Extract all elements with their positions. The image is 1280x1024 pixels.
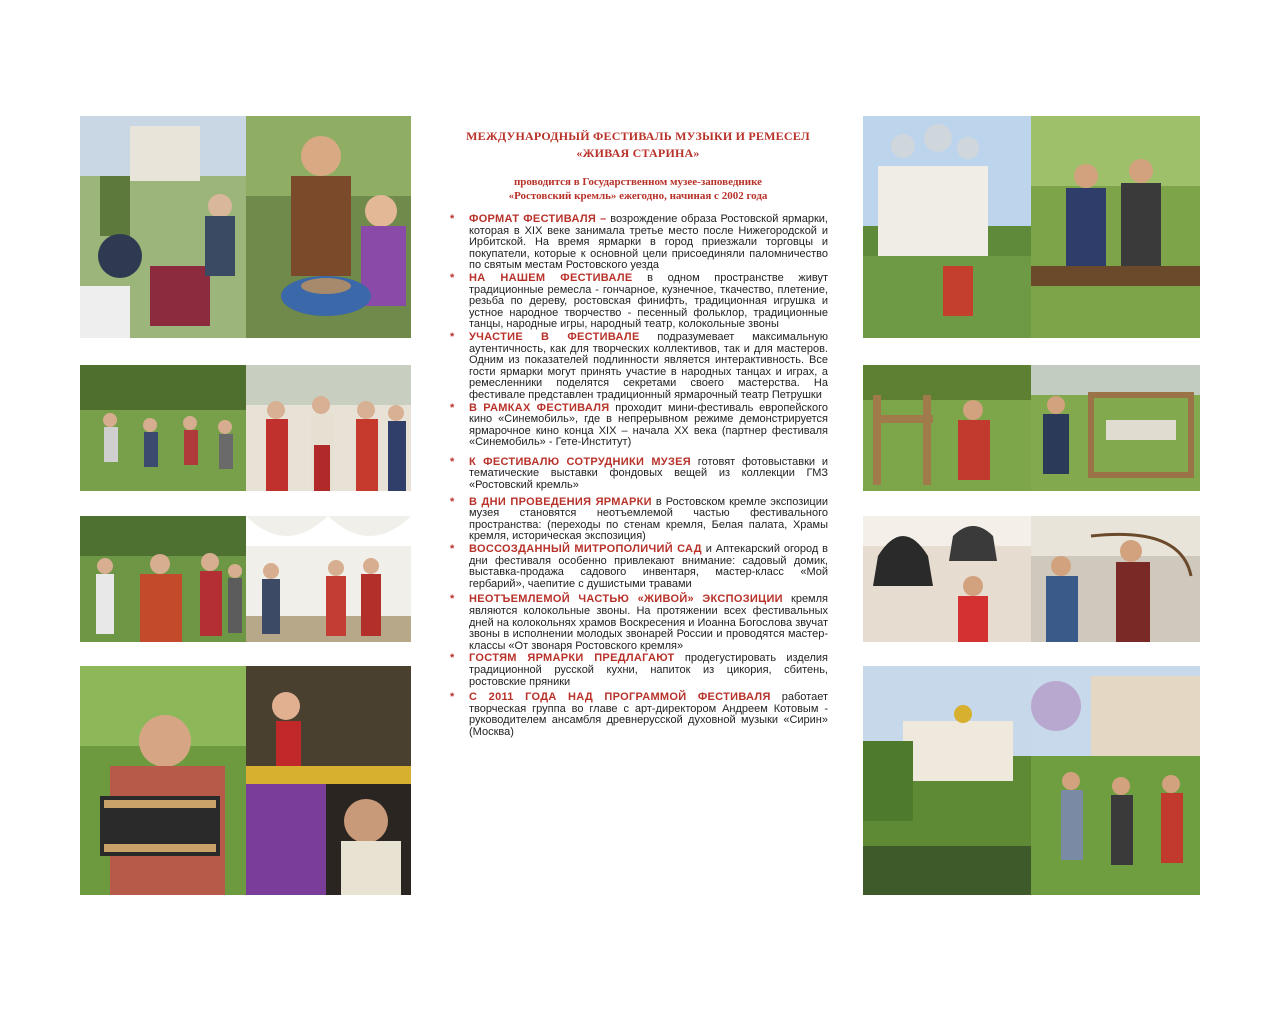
item-lead: К ФЕСТИВАЛЮ СОТРУДНИКИ МУЗЕЯ	[469, 455, 691, 468]
photo-folk-singers	[246, 365, 411, 491]
item-lead: В РАМКАХ ФЕСТИВАЛЯ	[469, 401, 610, 414]
photo-musicians-on-bench	[1031, 116, 1200, 338]
list-item	[448, 214, 828, 272]
item-lead: ФОРМАТ ФЕСТИВАЛЯ –	[469, 213, 607, 225]
page-title: МЕЖДУНАРОДНЫЙ ФЕСТИВАЛЬ МУЗЫКИ И РЕМЕСЕЛ	[466, 129, 810, 143]
photo-storyteller-performers	[80, 516, 246, 642]
item-text: работает творческая группа во главе с арт-директором Андреем Котовым - руководителем ансамбля древнерусской духовной музыки «Сирин» (Москва)	[469, 691, 828, 738]
photo-kremlin-cathedral	[863, 116, 1031, 338]
list-item	[448, 653, 828, 688]
photo-pottery-master	[246, 116, 411, 338]
bullet-asterisk: *	[450, 593, 455, 606]
bullet-asterisk: *	[450, 455, 455, 468]
list-item	[448, 457, 828, 492]
bullet-asterisk: *	[450, 271, 455, 284]
subtitle-line-1: проводится в Государственном музее-заповеднике	[513, 176, 763, 188]
item-text: проходит мини-фестиваль европейского кино «Синемобиль», где в непрерывном режиме демонстрируется ярмарочное кино конца XIX – начала XX века (партнер фестиваля «Синемобиль» - Гете-Институт)	[469, 401, 828, 449]
photo-kremlin-courtyard-singers	[246, 516, 411, 642]
item-lead: В ДНИ ПРОВЕДЕНИЯ ЯРМАРКИ	[469, 495, 652, 508]
list-item	[448, 273, 828, 331]
list-item	[448, 403, 828, 449]
photo-folk-dancing-lawn	[80, 365, 246, 491]
list-item	[448, 544, 828, 590]
subtitle-line-2: «Ростовский кремль» ежегодно, начиная с 2002 года	[508, 190, 768, 202]
bullet-asterisk: *	[450, 495, 455, 508]
photo-round-dance-lawn	[1031, 666, 1200, 895]
list-item	[448, 692, 828, 738]
list-item	[448, 332, 828, 402]
photo-archery-lesson	[1031, 516, 1200, 642]
item-lead: ВОССОЗДАННЫЙ МИТРОПОЛИЧИЙ САД	[469, 543, 702, 556]
subtitle	[448, 175, 828, 203]
photo-petrushka-puppet-theater	[246, 666, 411, 895]
photo-crafts-fair-crowd	[80, 116, 246, 338]
photo-bell-ringing	[863, 516, 1031, 642]
bullet-asterisk: *	[450, 401, 455, 414]
item-text: кремля являются колокольные звоны. На протяжении всех фестивальных дней на колокольнях храмов Воскресения и Иоанна Богослова звучат звоны в исполнении молодых звонарей России и проводятся мастер-классы «От звонаря Ростовского кремля»	[469, 593, 828, 652]
item-text: готовят фотовыставки и тематические выставки фондовых вещей из коллекции ГМЗ «Ростовский кремль»	[469, 455, 828, 492]
photo-loom-demonstration	[1031, 365, 1200, 491]
bullet-asterisk: *	[450, 691, 455, 704]
photo-accordion-player	[80, 666, 246, 895]
festival-facts-list	[448, 214, 828, 739]
item-lead: НЕОТЪЕМЛЕМОЙ ЧАСТЬЮ «ЖИВОЙ» ЭКСПОЗИЦИИ	[469, 593, 783, 606]
photo-kremlin-pond	[863, 666, 1031, 895]
list-item	[448, 594, 828, 652]
item-text: продегустировать изделия традиционной русской кухни, напиток из цикория, сбитень, ростовские пряники	[469, 652, 828, 688]
item-lead: ГОСТЯМ ЯРМАРКИ ПРЕДЛАГАЮТ	[469, 652, 675, 665]
bullet-asterisk: *	[450, 543, 455, 556]
bullet-asterisk: *	[450, 652, 455, 665]
item-lead: С 2011 ГОДА НАД ПРОГРАММОЙ ФЕСТИВАЛЯ	[469, 691, 771, 704]
item-text: в одном пространстве живут традиционные ремесла - гончарное, кузнечное, ткачество, плетение, резьба по дереву, ростовская финифть, традиционная игрушка и устное народное творчество - песенный фольклор, традиционные танцы, народные игры, народный театр, колокольные звоны	[469, 271, 828, 331]
item-text: и Аптекарский огород в дни фестиваля особенно привлекают внимание: садовый домик, выставка-продажа садового инвентаря, мастер-класс «Мой гербарий», чаепитие с душистыми травами	[469, 543, 828, 590]
list-item	[448, 497, 828, 543]
bullet-asterisk: *	[450, 330, 455, 343]
festival-name: «ЖИВАЯ СТАРИНА»	[576, 146, 700, 160]
item-text: в Ростовском кремле экспозиции музея становятся неотъемлемой частью фестивального пространства: (переходы по стенам кремля, Белая палата, Храмы кремля, историческая экспозиция)	[469, 495, 828, 543]
item-text: подразумевает максимальную аутентичность, как для творческих коллективов, так и для мастеров. Одним из показателей подлинности является интерактивность. Все гости ярмарки могут принять участие в народных танцах и играх, а ремесленники поделятся секретами своего мастерства. На фестивале представлен традиционный ярмарочный театр Петрушки	[469, 330, 828, 401]
bullet-asterisk: *	[450, 213, 455, 225]
photo-weaving-loom	[863, 365, 1031, 491]
item-text: возрождение образа Ростовской ярмарки, которая в XIX веке занимала третье место после Нижегородской и Ирбитской. На время ярмарки в город приезжали торговцы и покупатели, которые к основной цели присоединяли паломничество по святым местам Ростовского уезда	[469, 213, 828, 272]
item-lead: УЧАСТИЕ В ФЕСТИВАЛЕ	[469, 330, 640, 343]
item-lead: НА НАШЕМ ФЕСТИВАЛЕ	[469, 271, 633, 284]
festival-description	[448, 128, 828, 740]
